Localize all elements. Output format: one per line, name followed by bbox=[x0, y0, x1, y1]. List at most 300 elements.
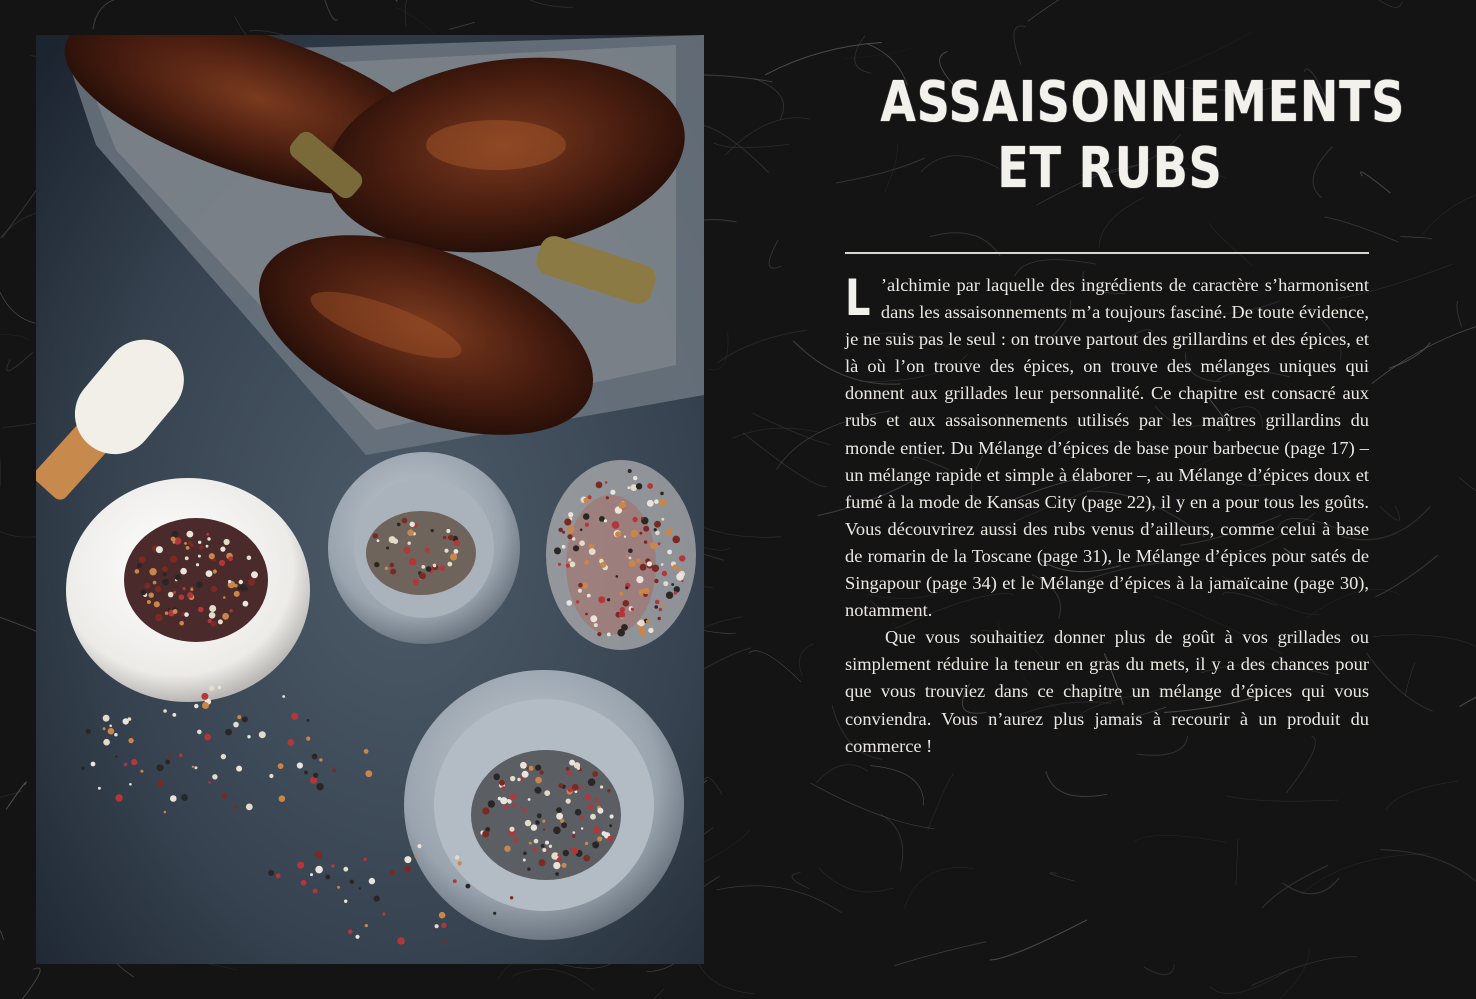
spice-speck bbox=[390, 870, 395, 875]
spice-speck bbox=[350, 880, 354, 884]
spice-speck bbox=[194, 766, 197, 769]
spice-speck bbox=[310, 873, 313, 876]
spice-speck bbox=[184, 542, 187, 545]
spice-speck bbox=[377, 539, 380, 542]
spice-speck bbox=[624, 536, 626, 538]
spice-speck bbox=[390, 563, 395, 568]
scratch-line bbox=[1050, 873, 1075, 881]
spice-speck bbox=[228, 556, 233, 561]
spice-speck bbox=[209, 553, 215, 559]
scratch-line bbox=[799, 644, 813, 676]
scratch-line bbox=[928, 773, 954, 830]
spice-speck bbox=[190, 588, 193, 591]
spice-speck bbox=[566, 767, 570, 771]
spice-speck bbox=[558, 528, 563, 533]
spice-speck bbox=[444, 549, 448, 553]
spice-speck bbox=[663, 581, 668, 586]
spice-speck bbox=[555, 872, 559, 876]
spice-speck bbox=[541, 844, 545, 848]
spice-speck bbox=[525, 820, 531, 826]
spice-speck bbox=[493, 912, 496, 915]
spice-speck bbox=[397, 523, 401, 527]
spice-speck bbox=[439, 566, 444, 571]
scratch-line bbox=[1366, 653, 1432, 711]
spice-speck bbox=[331, 864, 335, 868]
scratch-line bbox=[881, 814, 903, 871]
spice-speck bbox=[374, 896, 380, 902]
spice-speck bbox=[220, 547, 225, 552]
spice-speck bbox=[211, 621, 217, 627]
spice-speck bbox=[607, 598, 610, 601]
spice-speck bbox=[291, 713, 298, 720]
spice-speck bbox=[315, 866, 323, 874]
spice-speck bbox=[389, 536, 396, 543]
spice-speck bbox=[279, 795, 286, 802]
spice-speck bbox=[103, 727, 106, 730]
spice-speck bbox=[157, 764, 164, 771]
spice-speck bbox=[431, 529, 434, 532]
scratch-line bbox=[1236, 839, 1238, 885]
spice-speck bbox=[443, 940, 446, 943]
spice-speck bbox=[633, 476, 637, 480]
spice-speck bbox=[315, 851, 322, 858]
spice-speck bbox=[579, 786, 582, 789]
spice-speck bbox=[504, 846, 510, 852]
spice-speck bbox=[607, 789, 610, 792]
spice-speck bbox=[365, 924, 368, 927]
spice-speck bbox=[524, 809, 527, 812]
spice-speck bbox=[187, 531, 194, 538]
spice-speck bbox=[498, 797, 502, 801]
spice-speck bbox=[655, 531, 660, 536]
spice-speck bbox=[535, 787, 542, 794]
spice-speck bbox=[186, 546, 190, 550]
spice-speck bbox=[600, 562, 606, 568]
scratch-line bbox=[1376, 555, 1438, 597]
spice-speck bbox=[154, 601, 160, 607]
spice-speck bbox=[652, 565, 659, 572]
spice-speck bbox=[578, 589, 582, 593]
spice-speck bbox=[643, 526, 649, 532]
spice-speck bbox=[527, 867, 530, 870]
spice-speck bbox=[91, 762, 96, 767]
spice-speck bbox=[520, 807, 522, 809]
spice-speck bbox=[109, 725, 112, 728]
spice-speck bbox=[404, 866, 411, 873]
spice-speck bbox=[196, 563, 199, 566]
spice-speck bbox=[566, 564, 570, 568]
spice-speck bbox=[382, 912, 385, 915]
scratch-line bbox=[792, 873, 809, 889]
spice-speck bbox=[233, 722, 239, 728]
spice-speck bbox=[674, 591, 677, 594]
scratch-line bbox=[15, 968, 40, 999]
spice-speck bbox=[417, 844, 421, 848]
spice-speck bbox=[414, 855, 417, 858]
spice-speck bbox=[585, 613, 588, 616]
spice-speck bbox=[173, 609, 178, 614]
scratch-line bbox=[1324, 217, 1398, 242]
spice-speck bbox=[332, 768, 336, 772]
photo-illustration bbox=[36, 35, 704, 964]
spice-speck bbox=[187, 592, 193, 598]
spice-speck bbox=[149, 593, 154, 598]
spice-speck bbox=[147, 600, 151, 604]
mortar-peppercorns bbox=[66, 478, 310, 702]
spice-speck bbox=[201, 693, 208, 700]
spice-speck bbox=[659, 499, 667, 507]
scratch-line bbox=[1380, 850, 1476, 887]
spice-speck bbox=[198, 555, 201, 558]
spice-speck bbox=[661, 518, 664, 521]
spice-speck bbox=[313, 773, 318, 778]
spice-speck bbox=[325, 875, 330, 880]
spice-speck bbox=[662, 571, 667, 576]
spice-speck bbox=[588, 495, 592, 499]
spice-speck bbox=[190, 543, 194, 547]
spice-speck bbox=[636, 558, 641, 563]
spice-speck bbox=[510, 896, 513, 899]
spice-speck bbox=[508, 800, 512, 804]
spice-speck bbox=[607, 633, 611, 637]
spice-speck bbox=[544, 790, 550, 796]
scratch-line bbox=[1262, 866, 1328, 909]
spice-speck bbox=[458, 861, 462, 865]
spice-speck bbox=[114, 733, 117, 736]
spice-speck bbox=[523, 852, 527, 856]
spice-speck bbox=[619, 502, 626, 509]
scratch-line bbox=[405, 0, 419, 27]
scratch-line bbox=[320, 0, 338, 20]
spice-speck bbox=[658, 617, 661, 620]
spice-speck bbox=[573, 545, 579, 551]
spice-speck bbox=[223, 596, 226, 599]
spice-speck bbox=[419, 573, 426, 580]
spice-speck bbox=[650, 542, 657, 549]
spice-speck bbox=[558, 563, 561, 566]
scratch-line bbox=[1251, 957, 1357, 986]
spice-speck bbox=[196, 581, 203, 588]
scratch-line bbox=[811, 783, 935, 829]
spice-speck bbox=[576, 600, 579, 603]
spice-speck bbox=[448, 535, 454, 541]
spice-speck bbox=[369, 878, 375, 884]
spice-speck bbox=[636, 483, 642, 489]
spice-speck bbox=[433, 564, 437, 568]
spice-speck bbox=[647, 483, 653, 489]
spice-speck bbox=[170, 556, 177, 563]
spice-speck bbox=[560, 819, 564, 823]
spice-speck bbox=[512, 803, 516, 807]
spice-speck bbox=[181, 794, 188, 801]
spice-speck bbox=[561, 822, 567, 828]
spice-speck bbox=[206, 545, 209, 548]
scratch-line bbox=[1457, 301, 1462, 327]
scratch-line bbox=[1459, 477, 1476, 527]
spice-speck bbox=[597, 836, 602, 841]
scratch-line bbox=[1354, 0, 1402, 7]
spice-speck bbox=[259, 731, 266, 738]
spice-speck bbox=[626, 555, 629, 558]
spice-speck bbox=[230, 609, 233, 612]
spice-speck bbox=[500, 797, 507, 804]
spice-speck bbox=[307, 719, 310, 722]
spice-speck bbox=[179, 594, 185, 600]
spice-speck bbox=[659, 608, 662, 611]
spice-speck bbox=[553, 827, 561, 835]
spice-speck bbox=[510, 827, 515, 832]
spice-speck bbox=[218, 686, 221, 689]
scratch-line bbox=[0, 289, 36, 323]
spice-speck bbox=[596, 482, 603, 489]
scratch-line bbox=[0, 893, 3, 940]
spice-speck bbox=[81, 767, 85, 771]
spice-speck bbox=[592, 771, 598, 777]
spice-speck bbox=[600, 785, 603, 788]
spice-speck bbox=[337, 886, 340, 889]
spice-speck bbox=[575, 809, 582, 816]
scratch-line bbox=[6, 782, 26, 809]
spice-speck bbox=[404, 547, 411, 554]
spice-speck bbox=[466, 884, 471, 889]
scratch-line bbox=[2, 183, 41, 238]
spice-speck bbox=[209, 612, 216, 619]
spice-speck bbox=[640, 564, 647, 571]
spice-speck bbox=[556, 807, 562, 813]
spice-speck bbox=[542, 848, 546, 852]
spice-speck bbox=[654, 528, 657, 531]
spice-speck bbox=[276, 873, 281, 878]
spice-speck bbox=[583, 855, 590, 862]
scratch-line bbox=[990, 920, 1087, 960]
spice-speck bbox=[312, 754, 318, 760]
spice-speck bbox=[567, 771, 572, 776]
spice-speck bbox=[245, 587, 248, 590]
spice-speck bbox=[199, 545, 204, 550]
spice-speck bbox=[654, 499, 659, 504]
scratch-line bbox=[1028, 0, 1128, 21]
spice-speck bbox=[129, 783, 132, 786]
spice-speck bbox=[647, 500, 654, 507]
spice-speck bbox=[213, 559, 216, 562]
spice-speck bbox=[542, 820, 545, 823]
scratch-line bbox=[1405, 663, 1415, 697]
scratch-line bbox=[1134, 835, 1226, 842]
spice-speck bbox=[385, 567, 389, 571]
spice-speck bbox=[572, 834, 575, 837]
scratch-line bbox=[1099, 197, 1144, 247]
spice-speck bbox=[581, 827, 583, 829]
scratch-line bbox=[1389, 342, 1431, 368]
scratch-line bbox=[769, 240, 781, 268]
spice-speck bbox=[529, 766, 534, 771]
spice-speck bbox=[343, 867, 348, 872]
spice-speck bbox=[589, 548, 596, 555]
scratch-line bbox=[93, 0, 153, 29]
spice-speck bbox=[539, 859, 546, 866]
scratch-line bbox=[1014, 26, 1026, 65]
spice-speck bbox=[435, 924, 439, 928]
spice-speck bbox=[595, 798, 599, 802]
spice-speck bbox=[454, 549, 459, 554]
spice-speck bbox=[453, 879, 457, 883]
spice-speck bbox=[557, 857, 562, 862]
spice-speck bbox=[533, 848, 537, 852]
spice-speck bbox=[144, 583, 150, 589]
spice-speck bbox=[609, 824, 612, 827]
spice-speck bbox=[574, 762, 580, 768]
scratch-line bbox=[1386, 781, 1458, 810]
spice-speck bbox=[568, 558, 571, 561]
scratch-line bbox=[0, 787, 23, 802]
spice-speck bbox=[637, 622, 640, 625]
spice-speck bbox=[482, 831, 489, 838]
spice-speck bbox=[128, 717, 132, 721]
spice-speck bbox=[135, 569, 140, 574]
spice-speck bbox=[103, 739, 110, 746]
spice-speck bbox=[171, 537, 176, 542]
spice-speck bbox=[439, 912, 446, 919]
spice-speck bbox=[554, 547, 561, 554]
spice-speck bbox=[558, 783, 563, 788]
spice-speck bbox=[413, 579, 419, 585]
spice-speck bbox=[534, 839, 539, 844]
spice-speck bbox=[149, 568, 156, 575]
spice-speck bbox=[522, 771, 529, 778]
spice-speck bbox=[153, 581, 157, 585]
spice-speck bbox=[523, 859, 526, 862]
spice-speck bbox=[163, 572, 167, 576]
spice-speck bbox=[207, 537, 210, 540]
spice-speck bbox=[316, 783, 323, 790]
spice-speck bbox=[528, 798, 531, 801]
spice-speck bbox=[219, 560, 225, 566]
intro-paragraph-1 bbox=[845, 269, 1369, 624]
spice-speck bbox=[408, 542, 411, 545]
spice-speck bbox=[386, 547, 389, 550]
spice-speck bbox=[208, 781, 211, 784]
spice-speck bbox=[610, 490, 615, 495]
spice-speck bbox=[561, 863, 566, 868]
spice-speck bbox=[567, 534, 572, 539]
spice-speck bbox=[610, 814, 614, 818]
spice-speck bbox=[124, 763, 127, 766]
spice-speck bbox=[662, 603, 665, 606]
scratch-line bbox=[1209, 223, 1252, 266]
spice-speck bbox=[155, 586, 161, 592]
title-line-1: ASSAISONNEMENTS bbox=[880, 70, 1406, 135]
spice-speck bbox=[304, 771, 308, 775]
spice-speck bbox=[407, 529, 414, 536]
spice-speck bbox=[454, 540, 460, 546]
spice-speck bbox=[404, 856, 411, 863]
spice-speck bbox=[237, 715, 241, 719]
spice-speck bbox=[597, 808, 603, 814]
spice-speck bbox=[547, 849, 550, 852]
spice-speck bbox=[592, 841, 599, 848]
spice-speck bbox=[628, 469, 632, 473]
spice-speck bbox=[209, 685, 215, 691]
scratch-line bbox=[765, 43, 882, 75]
spice-speck bbox=[173, 591, 176, 594]
spice-speck bbox=[397, 937, 404, 944]
spice-speck bbox=[535, 765, 541, 771]
spice-speck bbox=[319, 758, 322, 761]
spice-speck bbox=[621, 624, 628, 631]
spice-speck bbox=[236, 766, 242, 772]
spice-speck bbox=[224, 539, 230, 545]
spice-speck bbox=[639, 629, 646, 636]
scratch-line bbox=[725, 118, 810, 156]
spice-speck bbox=[585, 794, 591, 800]
spice-speck bbox=[676, 573, 684, 581]
spice-speck bbox=[194, 704, 198, 708]
spice-speck bbox=[529, 842, 532, 845]
scratch-line bbox=[1144, 965, 1175, 975]
spice-speck bbox=[669, 527, 672, 530]
spice-speck bbox=[531, 824, 537, 830]
spice-speck bbox=[672, 536, 680, 544]
spice-speck bbox=[623, 600, 630, 607]
spice-speck bbox=[355, 935, 359, 939]
spice-speck bbox=[678, 568, 681, 571]
scratch-line bbox=[0, 334, 29, 342]
spice-speck bbox=[373, 533, 378, 538]
spice-speck bbox=[162, 579, 169, 586]
spice-speck bbox=[234, 584, 238, 588]
scratch-line bbox=[1422, 184, 1476, 236]
scratch-line bbox=[512, 969, 594, 990]
spice-speck bbox=[192, 766, 194, 768]
spice-speck bbox=[425, 548, 430, 553]
spice-speck bbox=[585, 523, 589, 527]
scratch-line bbox=[870, 766, 923, 806]
scratch-line bbox=[7, 352, 33, 370]
spice-speck bbox=[641, 517, 644, 520]
spice-speck bbox=[605, 481, 608, 484]
spice-speck bbox=[580, 529, 583, 532]
spice-speck bbox=[222, 613, 229, 620]
spice-speck bbox=[557, 854, 560, 857]
spice-speck bbox=[632, 517, 637, 522]
spice-speck bbox=[421, 565, 425, 569]
spice-speck bbox=[202, 702, 209, 709]
scratch-line bbox=[1209, 970, 1288, 994]
spice-speck bbox=[654, 605, 658, 609]
spice-speck bbox=[543, 828, 545, 830]
spice-speck bbox=[556, 813, 563, 820]
spice-speck bbox=[579, 540, 585, 546]
spice-speck bbox=[287, 739, 294, 746]
spice-speck bbox=[292, 876, 294, 878]
scratch-line bbox=[904, 868, 974, 909]
spice-speck bbox=[247, 556, 252, 561]
spice-speck bbox=[647, 561, 652, 566]
spice-speck bbox=[545, 841, 549, 845]
spice-speck bbox=[568, 787, 573, 792]
spice-speck bbox=[517, 778, 520, 781]
spice-speck bbox=[248, 579, 255, 586]
scratch-line bbox=[749, 651, 802, 682]
spice-speck bbox=[278, 763, 284, 769]
spice-speck bbox=[364, 858, 367, 861]
spice-speck bbox=[648, 628, 653, 633]
spice-speck bbox=[654, 521, 661, 528]
spice-speck bbox=[588, 778, 596, 786]
spice-speck bbox=[168, 592, 174, 598]
spice-speck bbox=[671, 583, 674, 586]
spice-speck bbox=[510, 776, 515, 781]
